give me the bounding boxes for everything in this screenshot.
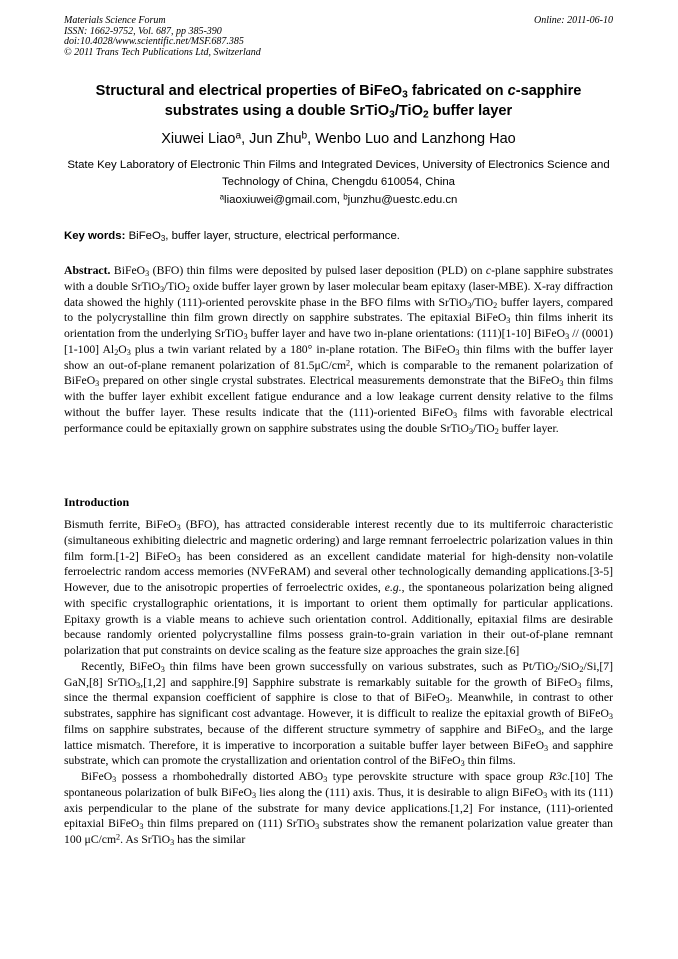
intro-paragraph-3: BiFeO$_3$ possess a rhombohedrally distorted $ABO_3$ type perovskite structure with space group R3c.[10] The spontaneous polarization of bulk BiFeO$_3$ lies along the (111) axis. Thus, it is desirable to align BiFeO$_3$ with its (111) axis perpendicular to the plane of the substrate for many device applications.[1,2] For instance, (111)-oriented epitaxial BiFeO$_3$ thin films prepared on (111) SrTiO$_3$ substrates show the remanent polarization value greater than 100 $\mu C/cm^2$. As SrTiO$_3$ has the similar xyxy=(64,770,613,848)
journal-name: Materials Science Forum xyxy=(64,15,166,26)
intro-paragraph-1: Bismuth ferrite, BiFeO$_3$ (BFO), has attracted considerable interest recently due to its multiferroic characteristic (simultaneous exhibiting dielectric and magnetic ordering) and large remnant ferroelectric polarization values in thin film form.[1-2] BiFeO$_3$ has been considered as an excellent candidate material for high-density non-volatile ferroelectric random access memories (NVFeRAM) and several other technologically demanding applications.[3-5] However, due to the anisotropic properties of ferroelectric oxides, e.g., the spontaneous polarization being aligned with specific crystallographic orientations, it is important to orient them optimally for particular applications. Epitaxy growth is a viable means to achieve such orientation control. Additionally, epitaxial films are desirable because randomly oriented polycrystalline films possess grain-to-grain variation in their out-of-plane remnant polarization that put constraints on device scaling as the feature size approaches the grain size.[6] xyxy=(64,518,614,657)
paper-title: Structural and electrical properties of BiFeO$_3$ fabricated on c-sapphire substrates using a double SrTiO$_3$/TiO$_2$ buffer layer xyxy=(95,83,582,121)
keywords-label: Key words: xyxy=(64,230,126,242)
abstract: Abstract. BiFeO$_3$ (BFO) thin films were deposited by pulsed laser deposition (PLD) on c-plane sapphire substrates with a double SrTiO$_3$/TiO$_2$ oxide buffer layer grown by laser molecular beam epitaxy (laser-MBE). X-ray diffraction data showed the highly (111)-oriented perovskite phase in the BFO films with SrTiO$_3$/TiO$_2$ buffer layers, compared to the polycrystalline thin film grown directly on sapphire substrates. The epitaxial BiFeO$_3$ thin films inherit its orientation from the underlying SrTiO$_3$ buffer layer and have two in-plane orientations: (111)[1-10] BiFeO$_3$ // (0001)[1-100] $Al_2O_3$ plus a twin variant related by a 180° in-plane rotation. The BiFeO$_3$ thin films with the buffer layer show an out-of-plane remanent polarization of $81.5\mu C/cm^2$, which is comparable to the remanent polarization of BiFeO$_3$ prepared on other single crystal substrates. Electrical measurements demonstrate that the BiFeO$_3$ thin films with the buffer layer exhibit excellent fatigue endurance and a low leakage current density relative to the films without the buffer layer. These results indicate that the (111)-oriented BiFeO$_3$ films with favorable electrical performance could be epitaxially grown on sapphire substrates using the double SrTiO$_3$/TiO$_2$ buffer layer. xyxy=(64,264,614,436)
section-heading-introduction: Introduction xyxy=(64,495,130,509)
keywords: Key words: BiFeO$_3$, buffer layer, structure, electrical performance. xyxy=(64,230,400,243)
journal-doi: doi:10.4028/www.scientific.net/MSF.687.385 xyxy=(64,36,244,47)
journal-issn: ISSN: 1662-9752, Vol. 687, pp 385-390 xyxy=(64,25,222,37)
introduction-body xyxy=(64,517,613,848)
online-date: Online: 2011-06-10 xyxy=(534,15,613,26)
author-list: Xiuwei Liao$^a$, Jun Zhu$^b$, Wenbo Luo and Lanzhong Hao xyxy=(161,130,516,147)
journal-copyright: © 2011 Trans Tech Publications Ltd, Switzerland xyxy=(64,46,261,58)
intro-paragraph-2: Recently, BiFeO$_3$ thin films have been grown successfully on various substrates, such as Pt/TiO$_2$/SiO$_2$/Si,[7] GaN,[8] SrTiO$_3$,[1,2] and sapphire.[9] Sapphire substrate is remarkably suitable for the growth of BiFeO$_3$ films, since the thermal expansion coefficient of sapphire is close to that of BiFeO$_3$. Meanwhile, in contrast to other substrates, sapphire has significant cost advantage. However, it is difficult to realize the epitaxial growth of BiFeO$_3$ films on sapphire substrates, because of the different structure symmetry of sapphire and BiFeO$_3$, and the large lattice mismatch. Therefore, it is imperative to incorporation a suitable buffer layer between BiFeO$_3$ and sapphire substrate, which can promote the crystallization and orientation control of the BiFeO$_3$ thin films. xyxy=(64,659,614,769)
journal-header xyxy=(64,16,613,58)
affiliation: State Key Laboratory of Electronic Thin Films and Integrated Devices, University of Electronics Science and Technology of China, Chengdu 610054, China xyxy=(67,159,610,188)
abstract-label: Abstract. xyxy=(64,264,111,277)
author-emails: $^a$liaoxiuwei@gmail.com, $^b$junzhu@uestc.edu.cn xyxy=(219,192,458,206)
